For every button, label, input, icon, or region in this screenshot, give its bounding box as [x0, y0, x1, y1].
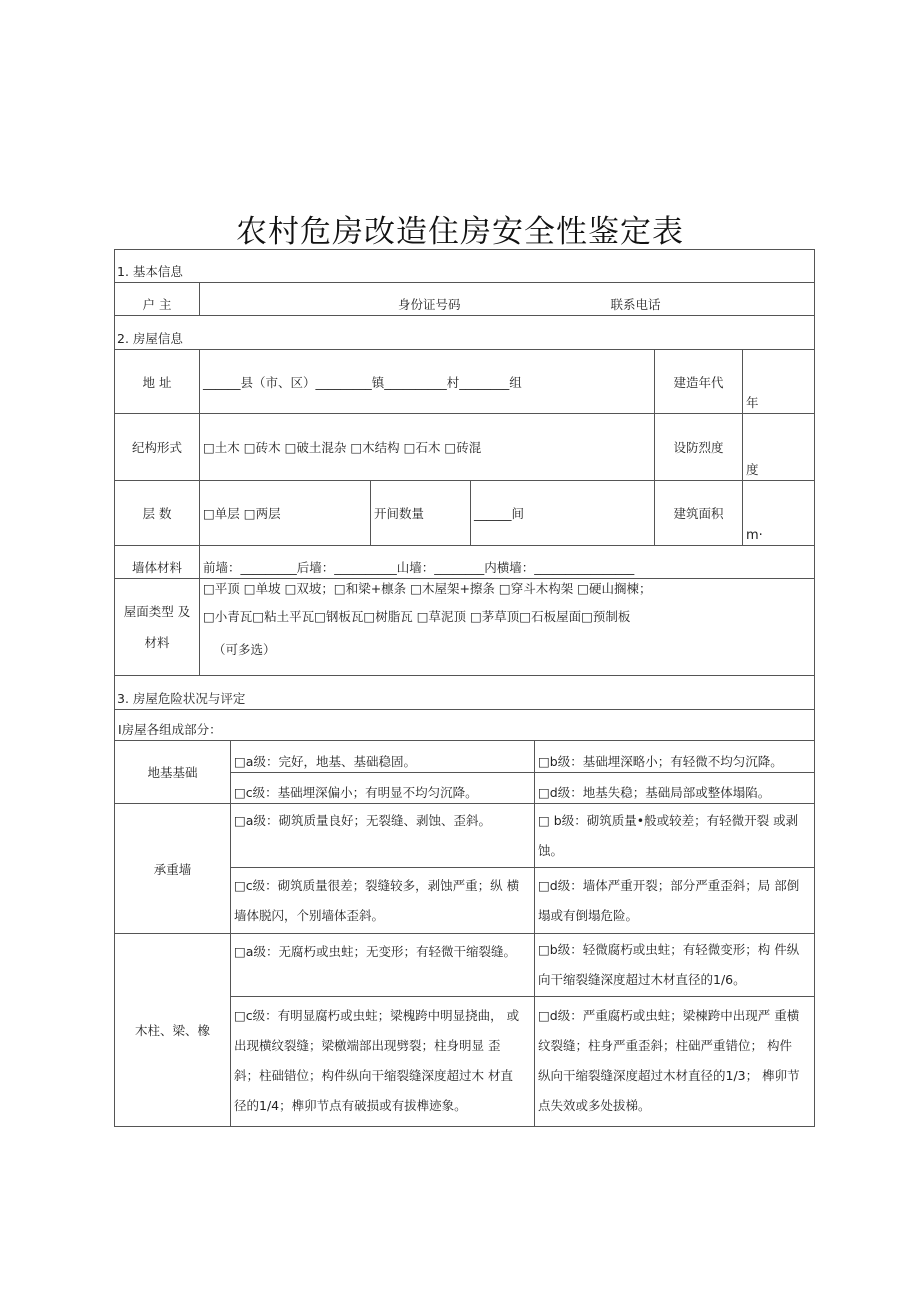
bearing-wall-grade-b[interactable] [535, 804, 815, 868]
phone-label: 联系电话 [610, 297, 661, 312]
seismic-field[interactable]: 度 [743, 414, 815, 481]
timber-grade-d-line3: 纵向干缩裂缝深度超过木材直径的1/3； 榫卯节 [538, 1068, 800, 1083]
wall-label: 墙体材料 [115, 546, 200, 579]
floors-row [115, 481, 815, 546]
foundation-row-1 [115, 741, 815, 773]
seismic-label: 设防烈度 [655, 414, 743, 481]
bearing-wall-grade-d-line2: 塌或有倒塌危险。 [538, 907, 639, 923]
structure-label: 纪构形式 [115, 414, 200, 481]
owner-row [115, 283, 815, 316]
timber-row-1 [115, 934, 815, 997]
section1-heading: 1. 基本信息 [115, 250, 815, 283]
structure-options[interactable]: □土木 □砖木 □破土混杂 □木结构 □石木 □砖混 [200, 414, 655, 481]
owner-label: 户 主 [115, 283, 200, 316]
section3-subheading: Ⅰ房屋各组成部分： [115, 710, 815, 741]
address-field[interactable]: ______县（市、区）_________镇__________村________组 [200, 350, 655, 414]
timber-grade-b-line1: □b级：轻微腐朽或虫蛀；有轻微变形；构 件纵 [538, 942, 800, 957]
floors-options[interactable]: □单层 □两层 [200, 481, 371, 546]
foundation-grade-c[interactable]: □c级：基础埋深偏小；有明显不均匀沉降。 [231, 773, 535, 804]
foundation-grade-b[interactable]: □b级：基础埋深略小；有轻微不均匀沉降。 [535, 741, 815, 773]
roof-options-line3: （可多选） [213, 642, 276, 657]
timber-grade-b[interactable] [535, 934, 815, 997]
timber-grade-c-line4: 径的1/4；榫卯节点有破损或有拔榫迹象。 [234, 1098, 467, 1113]
roof-row [115, 579, 815, 676]
bearing-wall-grade-d-line1: □d级：墙体严重开裂；部分严重歪斜；局 部倒 [538, 877, 800, 893]
roof-options[interactable] [200, 579, 815, 676]
foundation-grade-d[interactable]: □d级：地基失稳；基础局部或整体塌陷。 [535, 773, 815, 804]
timber-grade-c-line2: 出现横纹裂缝；梁檄端部出现劈裂；柱身明显 歪 [234, 1038, 501, 1053]
bearing-wall-grade-c-line1: □c级：砌筑质量很差；裂缝较多，剥蚀严重；纵 横 [234, 877, 520, 893]
build-year-field[interactable]: 年 [743, 350, 815, 414]
rooms-field[interactable]: ______间 [471, 481, 655, 546]
page-title: 农村危房改造住房安全性鉴定表 [236, 214, 684, 250]
appraisal-form-table [114, 249, 815, 1127]
timber-grade-d-line1: □d级：严重腐朽或虫蛀；梁楝跨中出现严 重横 [538, 1008, 800, 1023]
roof-label [115, 579, 200, 676]
build-year-label: 建造年代 [655, 350, 743, 414]
bearing-wall-grade-c-line2: 墙体脱闪，个别墙体歪斜。 [234, 907, 385, 923]
wall-row [115, 546, 815, 579]
bearing-wall-grade-a[interactable] [231, 804, 535, 868]
timber-grade-c-line1: □c级：有明显腐朽或虫蛀；梁槐跨中明显挠曲， 或 [234, 1008, 520, 1023]
structure-row [115, 414, 815, 481]
roof-options-line2: □小青瓦□粘土平瓦□钢板瓦□树脂瓦 □草泥顶 □茅草顶□石板屋面□预制板 [203, 609, 631, 624]
area-field[interactable]: m· [743, 481, 815, 546]
bearing-wall-grade-d[interactable] [535, 868, 815, 934]
roof-options-line1: □平顶 □单坡 □双坡；□和梁+檩条 □木屋架+擦条 □穿斗木构架 □硬山搁楝； [203, 581, 652, 596]
timber-label: 木柱、梁、橡 [115, 934, 231, 1127]
section2-heading-row [115, 316, 815, 350]
bearing-wall-grade-b-line1: □ b级：砌筑质量•般或较差；有轻微开裂 或剥 [538, 813, 799, 828]
timber-grade-b-line2: 向干缩裂缝深度超过木材直径的1/6。 [538, 972, 746, 987]
address-label: 地 址 [115, 350, 200, 414]
rooms-label: 开间数量 [371, 481, 471, 546]
bearing-wall-grade-b-line2: 蚀。 [538, 843, 564, 858]
timber-grade-d-line4: 点失效或多处拔梯。 [538, 1098, 651, 1113]
bearing-wall-grade-c[interactable] [231, 868, 535, 934]
foundation-grade-a[interactable]: □a级：完好，地基、基础稳固。 [231, 741, 535, 773]
area-label: 建筑面积 [655, 481, 743, 546]
foundation-label: 地基基础 [115, 741, 231, 804]
section3-subheading-row [115, 710, 815, 741]
timber-grade-d-line2: 纹裂缝；柱身严重歪斜；柱础严重错位； 构件 [538, 1038, 792, 1053]
timber-grade-a[interactable] [231, 934, 535, 997]
address-row [115, 350, 815, 414]
id-label: 身份证号码 [398, 297, 461, 312]
wall-field[interactable]: 前墙：_________后墙：__________山墙：________内横墙：________________ [200, 546, 815, 579]
roof-label-line1: 屋面类型 及 [123, 604, 191, 619]
section3-heading: 3. 房屋危险状况与评定 [115, 676, 815, 710]
section2-heading: 2. 房屋信息 [115, 316, 815, 350]
floors-label: 层 数 [115, 481, 200, 546]
roof-label-line2: 材料 [144, 635, 170, 650]
section3-heading-row [115, 676, 815, 710]
bearing-wall-grade-a-text: □a级：砌筑质量良好；无裂缝、剥蚀、歪斜。 [234, 813, 491, 828]
timber-grade-c[interactable] [231, 997, 535, 1127]
timber-grade-c-line3: 斜；柱础错位；构件纵向干缩裂缝深度超过木 材直 [234, 1068, 513, 1083]
owner-row-content[interactable] [200, 283, 815, 316]
timber-grade-a-text: □a级：无腐朽或虫蛀；无变形；有轻微干缩裂缝。 [234, 944, 516, 959]
timber-grade-d[interactable] [535, 997, 815, 1127]
bearing-wall-row-1 [115, 804, 815, 868]
bearing-wall-label: 承重墙 [115, 804, 231, 934]
section1-heading-row [115, 250, 815, 283]
